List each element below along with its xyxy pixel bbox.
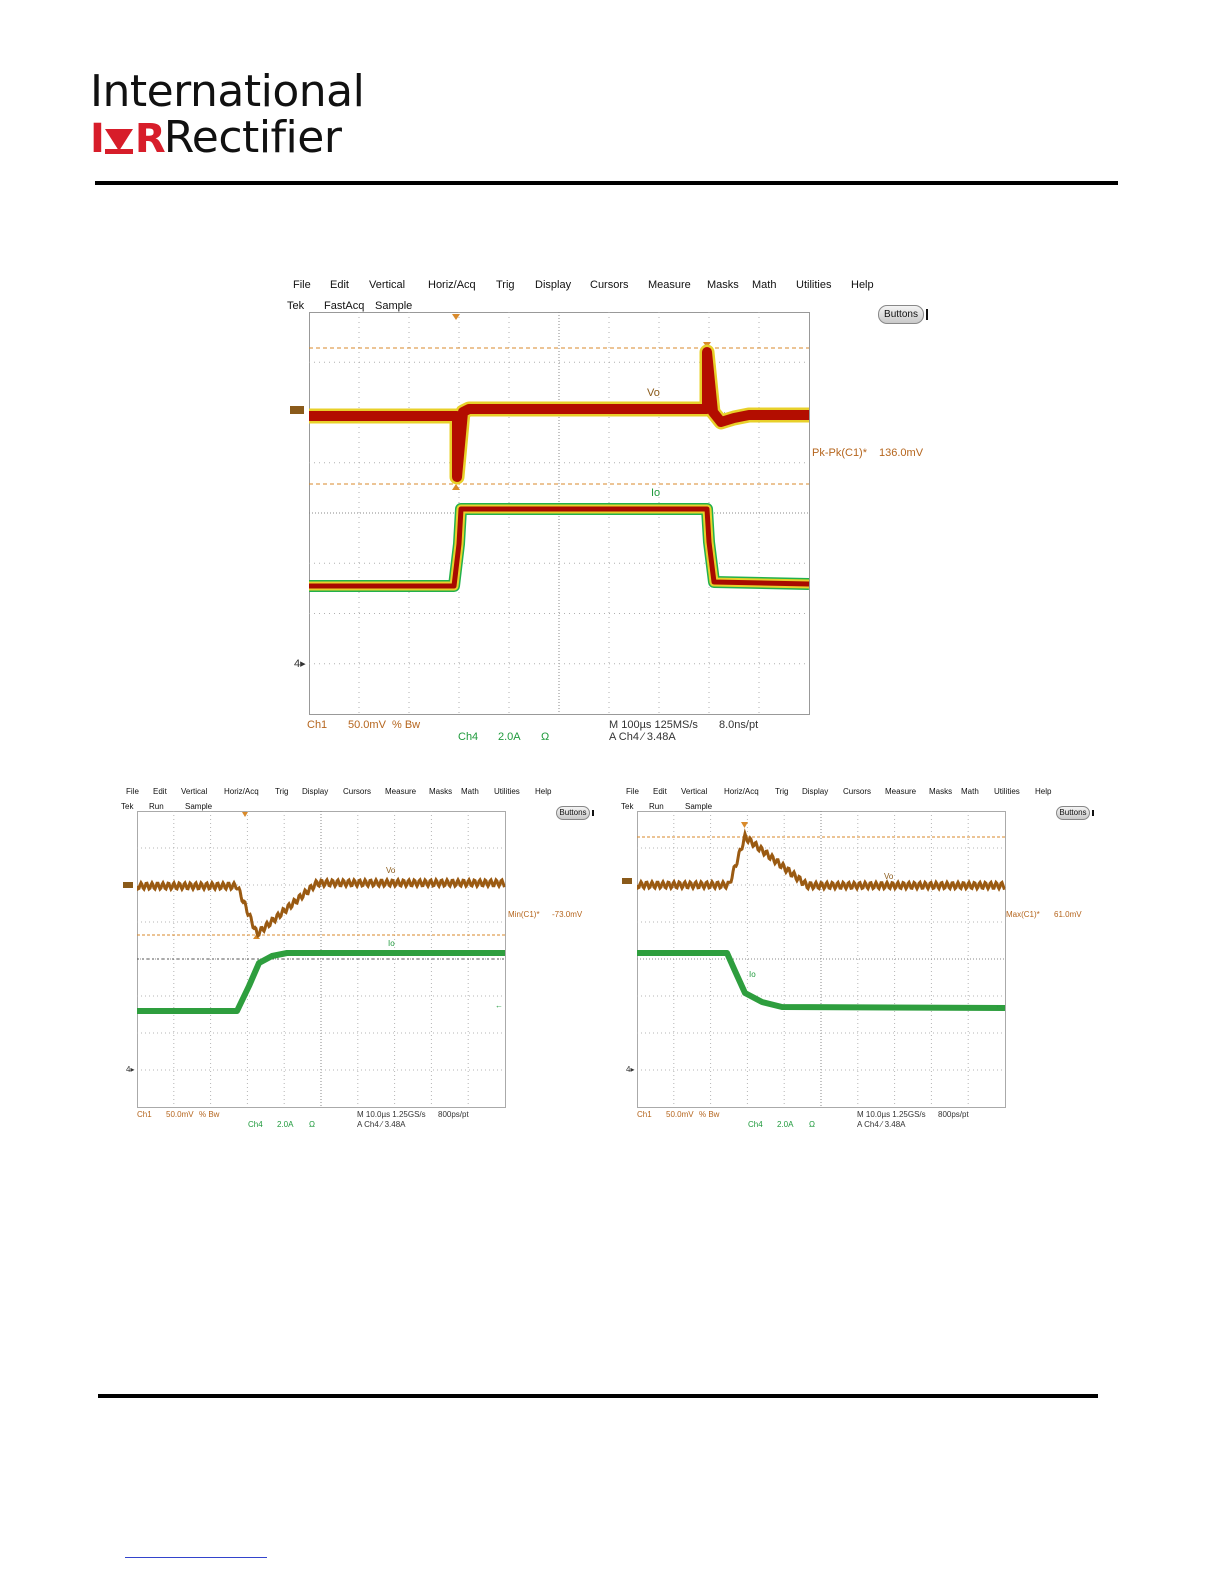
io-trace [309, 509, 809, 586]
ch4-ground-marker: 4▸ [626, 1065, 635, 1074]
buttons-toggle-button[interactable]: Buttons [1056, 806, 1090, 820]
scope-screenshot-load-step-down [618, 784, 1098, 1134]
menu-item[interactable]: Help [851, 279, 874, 291]
status-brand: Tek [621, 802, 634, 811]
ch4-scale: 2.0A [777, 1120, 794, 1129]
ch1-coupling: % Bw [199, 1110, 220, 1119]
buttons-toggle-button[interactable]: Buttons [878, 305, 924, 324]
timebase: M 10.0µs 1.25GS/s [857, 1110, 926, 1119]
menu-item[interactable]: Measure [648, 279, 691, 291]
status-brand: Tek [121, 802, 134, 811]
menu-item[interactable]: Masks [429, 787, 453, 796]
menu-item[interactable]: Vertical [681, 787, 708, 796]
ch1-label: Ch1 [307, 719, 328, 731]
trigger-setting: A Ch4 ⁄ 3.48A [857, 1120, 906, 1129]
menu-item[interactable]: Math [961, 787, 979, 796]
status-sample: Sample [185, 802, 213, 811]
measurement-value: 136.0mV [879, 447, 924, 459]
menu-item[interactable]: Display [802, 787, 829, 796]
ch1-coupling: % Bw [392, 719, 421, 731]
ch1-scale: 50.0mV [348, 719, 386, 731]
menu-item[interactable]: Edit [153, 787, 167, 796]
ch1-ground-marker [622, 878, 632, 884]
footer-link-underline [125, 1557, 267, 1558]
menu-item[interactable]: Vertical [181, 787, 208, 796]
logo-rectifier-symbol-icon [103, 125, 135, 155]
measurement-value: -73.0mV [552, 910, 583, 919]
ch4-ground-marker: 4▸ [294, 658, 306, 670]
record-resolution: 8.0ns/pt [719, 719, 759, 731]
menu-item[interactable]: File [293, 279, 311, 291]
menu-item[interactable]: Display [302, 787, 329, 796]
menu-item[interactable]: Horiz/Acq [224, 787, 259, 796]
io-trace-label: Io [388, 939, 395, 948]
menu-item[interactable]: Display [535, 279, 572, 291]
timebase: M 10.0µs 1.25GS/s [357, 1110, 426, 1119]
scope-screenshot-main [285, 275, 945, 745]
ch4-termination: Ω [809, 1120, 815, 1129]
ch1-coupling: % Bw [699, 1110, 720, 1119]
menu-item[interactable]: Math [461, 787, 479, 796]
menu-item[interactable]: Utilities [796, 279, 832, 291]
menu-item[interactable]: Measure [385, 787, 417, 796]
ch4-termination: Ω [309, 1120, 315, 1129]
status-acq-mode: FastAcq [324, 300, 365, 312]
ch1-label: Ch1 [137, 1110, 152, 1119]
status-run: Run [649, 802, 664, 811]
vo-trace-label: Vo [884, 872, 894, 881]
ch4-scale: 2.0A [277, 1120, 294, 1129]
menu-item[interactable]: Help [1035, 787, 1052, 796]
menu-item[interactable]: Masks [929, 787, 953, 796]
measurement-name: Pk-Pk(C1)* [812, 447, 868, 459]
status-sample: Sample [375, 300, 413, 312]
scope-graticule [137, 811, 506, 1108]
trigger-setting: A Ch4 ⁄ 3.48A [357, 1120, 406, 1129]
menu-item[interactable]: Horiz/Acq [724, 787, 759, 796]
trigger-setting: A Ch4 ⁄ 3.48A [609, 731, 676, 743]
io-trace-label: Io [749, 970, 756, 979]
ch4-label: Ch4 [248, 1120, 263, 1129]
io-trace-mid [309, 509, 809, 586]
logo-line1: International [90, 66, 365, 117]
vo-trace-label: Vo [386, 866, 396, 875]
menu-item[interactable]: Cursors [843, 787, 872, 796]
ch1-ground-marker [123, 882, 133, 888]
vo-trace-label: Vo [647, 387, 660, 399]
ch4-label: Ch4 [748, 1120, 763, 1129]
status-run: Run [149, 802, 164, 811]
menu-item[interactable]: Horiz/Acq [428, 279, 476, 291]
menu-item[interactable]: Utilities [494, 787, 520, 796]
menu-item[interactable]: Cursors [343, 787, 372, 796]
io-trace-label: Io [651, 487, 661, 499]
menu-item[interactable]: Cursors [590, 279, 629, 291]
ch4-label: Ch4 [458, 731, 479, 743]
measurement-name: Max(C1)* [1006, 910, 1040, 919]
logo-line2: Rectifier [163, 112, 342, 163]
menu-item[interactable]: Trig [275, 787, 289, 796]
ch4-ground-marker: 4▸ [126, 1065, 135, 1074]
menu-item[interactable]: Math [752, 279, 777, 291]
menu-item[interactable]: Vertical [369, 279, 406, 291]
ch4-scale: 2.0A [498, 731, 521, 743]
status-sample: Sample [685, 802, 713, 811]
menu-item[interactable]: Trig [496, 279, 515, 291]
menu-item[interactable]: Measure [885, 787, 917, 796]
scope-graticule [637, 811, 1006, 1108]
menu-item[interactable]: File [126, 787, 139, 796]
menu-item[interactable]: Edit [653, 787, 667, 796]
menu-item[interactable]: Trig [775, 787, 789, 796]
ch1-scale: 50.0mV [166, 1110, 194, 1119]
menu-item[interactable]: Help [535, 787, 552, 796]
record-resolution: 800ps/pt [938, 1110, 969, 1119]
menu-item[interactable]: Utilities [994, 787, 1020, 796]
ch1-scale: 50.0mV [666, 1110, 694, 1119]
ch1-ground-marker [290, 406, 304, 414]
menu-item[interactable]: Masks [707, 279, 739, 291]
record-resolution: 800ps/pt [438, 1110, 469, 1119]
scope-graticule [309, 312, 810, 715]
trigger-position-icon [242, 812, 248, 817]
trigger-level-icon: ← [995, 1001, 1003, 1010]
measurement-value: 61.0mV [1054, 910, 1082, 919]
footer-rule [98, 1394, 1098, 1398]
measurement-name: Min(C1)* [508, 910, 540, 919]
ch1-label: Ch1 [637, 1110, 652, 1119]
company-logo [90, 68, 370, 163]
io-trace-edge [309, 509, 809, 586]
scope-screenshot-load-step-up [118, 784, 598, 1134]
menu-item[interactable]: File [626, 787, 639, 796]
menu-item[interactable]: Edit [330, 279, 349, 291]
timebase: M 100µs 125MS/s [609, 719, 698, 731]
ch4-termination: Ω [541, 731, 550, 743]
trigger-level-icon: ← [495, 1001, 503, 1010]
header-rule [95, 181, 1118, 185]
buttons-toggle-button[interactable]: Buttons [556, 806, 590, 820]
status-brand: Tek [287, 300, 305, 312]
logo-mark: I R [90, 116, 164, 162]
